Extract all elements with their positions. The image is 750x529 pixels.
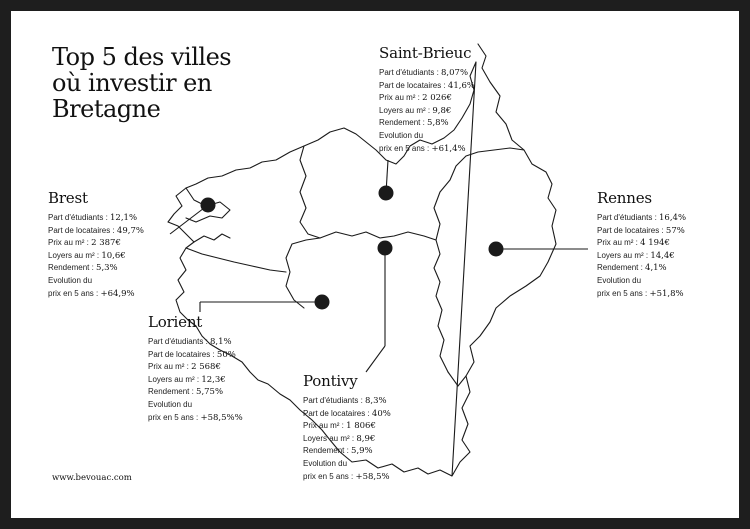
department-border [320,232,436,240]
city-marker-lorient[interactable] [315,295,330,310]
stat-students: Part d'étudiants : 8,1% [148,337,232,347]
department-border [434,240,448,372]
stat-evolution-label: Evolution du [303,458,348,468]
city-info-lorient [148,313,243,424]
stat-rent: Loyers au m² : 9,8€ [379,105,452,116]
stat-evolution-label: Evolution du [48,275,93,285]
page-title [52,44,232,122]
city-name: Lorient [148,313,203,331]
title-line: Top 5 des villes [52,43,232,71]
stat-evolution-label: Evolution du [148,399,193,409]
city-info-saint-brieuc [379,44,475,155]
stat-students: Part d'étudiants : 16,4% [597,213,687,223]
stat-rent: Loyers au m² : 8,9€ [303,433,376,444]
stat-students: Part d'étudiants : 8,3% [303,396,387,406]
stat-students: Part d'étudiants : 8,07% [379,68,469,78]
stat-yield: Rendement : 5,75% [148,387,224,398]
stat-tenants: Part de locataires : 50% [148,349,236,360]
department-border [448,372,466,386]
city-name: Brest [48,189,88,207]
website-link[interactable]: www.bevouac.com [52,473,132,483]
stat-yield: Rendement : 5,3% [48,263,118,274]
department-border [300,146,320,238]
city-info-pontivy [303,372,391,483]
stat-evolution: prix en 5 ans : +58,5%% [148,412,243,423]
stat-rent: Loyers au m² : 10,6€ [48,250,126,261]
stat-price: Prix au m² : 1 806€ [303,421,376,432]
city-name: Saint-Brieuc [379,44,472,62]
stat-yield: Rendement : 5,8% [379,118,449,129]
stat-evolution-label: Evolution du [379,130,424,140]
department-border [434,148,524,240]
stat-price: Prix au m² : 2 568€ [148,362,221,373]
stat-tenants: Part de locataires : 41,6% [379,80,475,91]
stat-evolution: prix en 5 ans : +58,5% [303,471,390,482]
stat-evolution: prix en 5 ans : +51,8% [597,288,684,299]
city-marker-saint-brieuc[interactable] [379,186,394,201]
stat-evolution-label: Evolution du [597,275,642,285]
stat-evolution: prix en 5 ans : +61,4% [379,143,466,154]
stat-tenants: Part de locataires : 49,7% [48,225,144,236]
stat-rent: Loyers au m² : 14,4€ [597,250,675,261]
title-line: où investir en [52,69,212,97]
connector-line [366,346,385,372]
city-info-brest [48,189,144,300]
department-border [286,238,320,308]
city-name: Rennes [597,189,652,207]
stat-yield: Rendement : 5,9% [303,446,373,457]
stat-evolution: prix en 5 ans : +64,9% [48,288,135,299]
coastline [194,234,230,242]
stat-yield: Rendement : 4,1% [597,263,667,274]
title-line: Bretagne [52,95,161,123]
stat-tenants: Part de locataires : 57% [597,225,685,236]
city-info-rennes [597,189,686,300]
stat-tenants: Part de locataires : 40% [303,408,391,419]
stat-students: Part d'étudiants : 12,1% [48,213,138,223]
stat-price: Prix au m² : 2 387€ [48,238,121,249]
stat-price: Prix au m² : 2 026€ [379,93,452,104]
city-marker-rennes[interactable] [489,242,504,257]
city-marker-pontivy[interactable] [378,241,393,256]
department-border [186,248,286,272]
city-marker-brest[interactable] [201,198,216,213]
stat-price: Prix au m² : 4 194€ [597,238,670,249]
city-name: Pontivy [303,372,358,390]
stat-rent: Loyers au m² : 12,3€ [148,374,226,385]
